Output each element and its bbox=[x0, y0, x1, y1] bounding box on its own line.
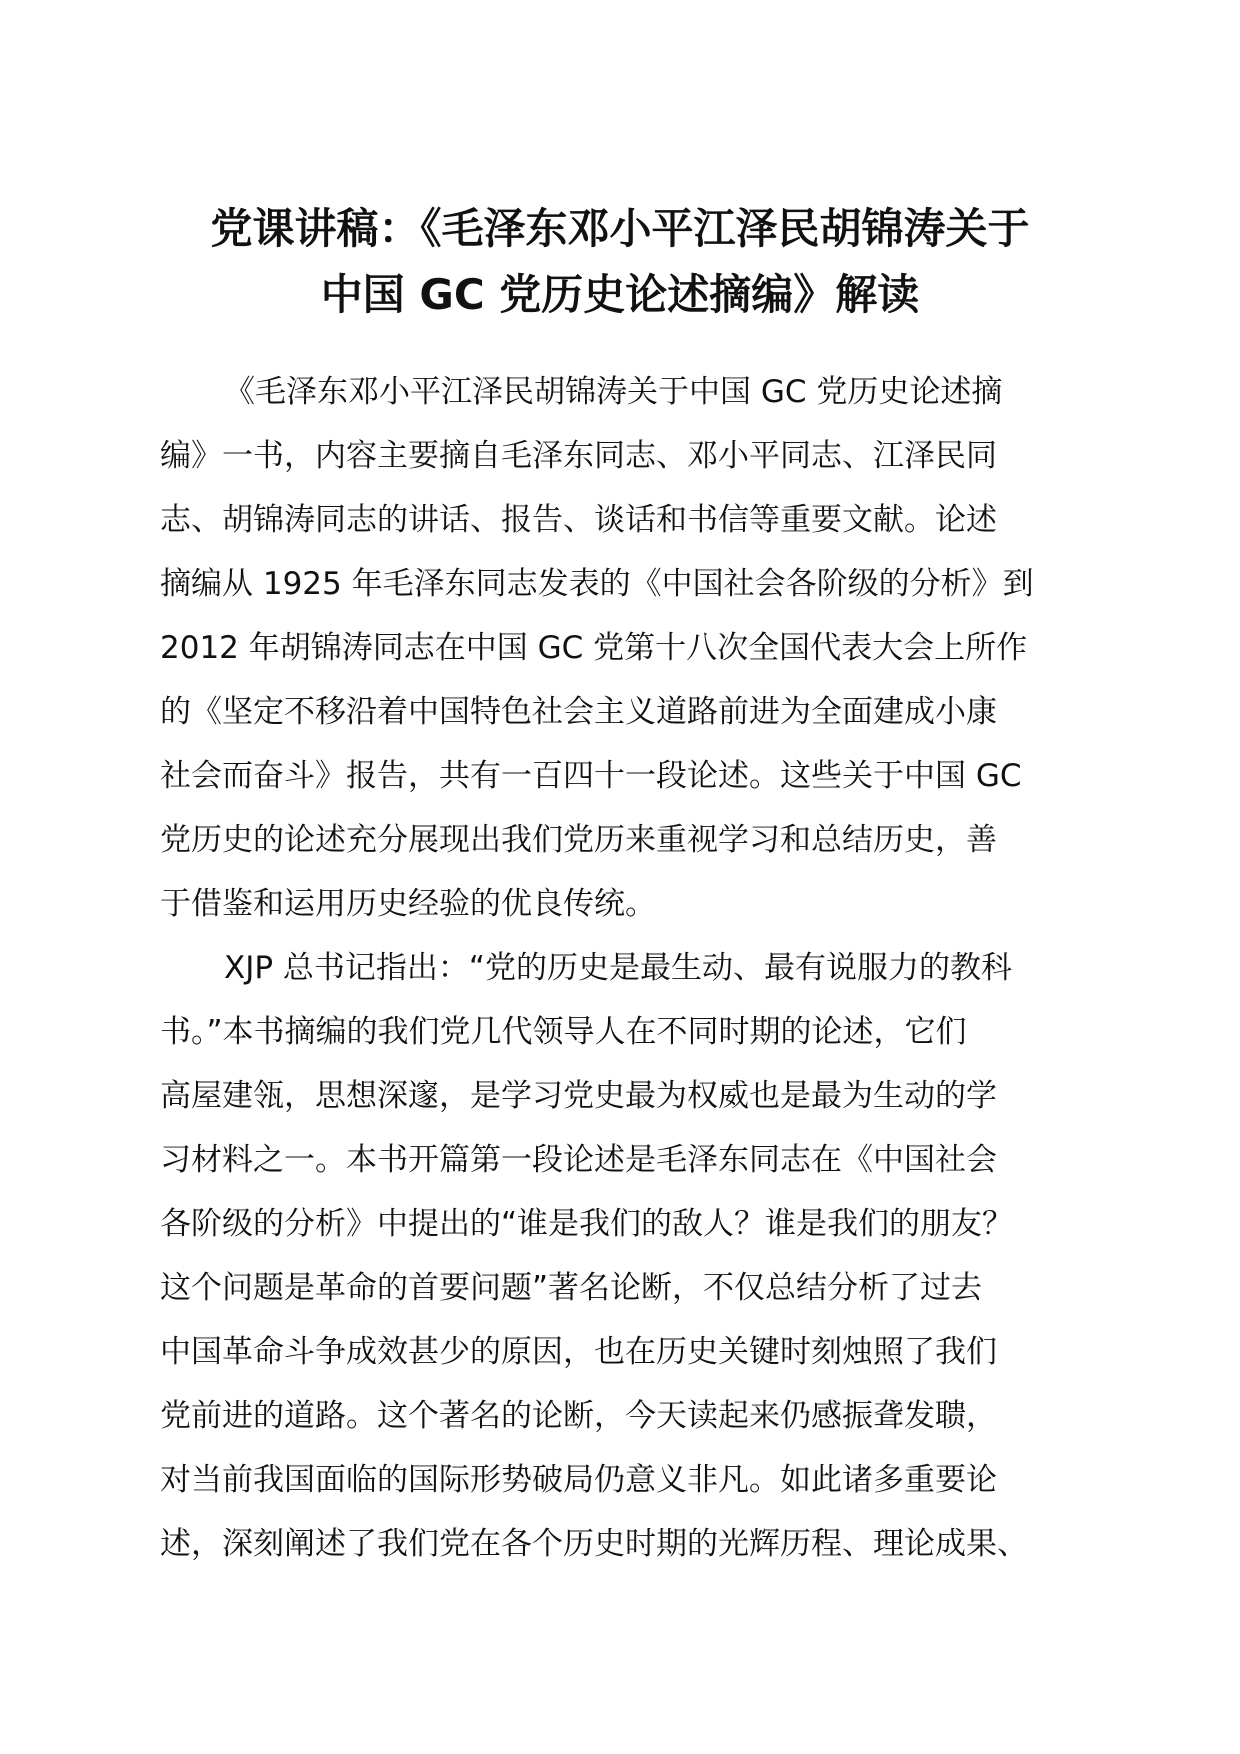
paragraph-line: 党前进的道路。这个著名的论断，今天读起来仍感振聋发聩， bbox=[160, 1398, 997, 1434]
paragraph-line: 党历史的论述充分展现出我们党历来重视学习和总结历史，善 bbox=[160, 822, 997, 858]
paragraph-line: 这个问题是革命的首要问题”著名论断，不仅总结分析了过去 bbox=[160, 1270, 983, 1306]
paragraph-line: 志、胡锦涛同志的讲话、报告、谈话和书信等重要文献。论述 bbox=[160, 502, 997, 538]
paragraph-line: 述，深刻阐述了我们党在各个历史时期的光辉历程、理论成果、 bbox=[160, 1526, 1028, 1562]
paragraph-line: 于借鉴和运用历史经验的优良传统。 bbox=[160, 886, 656, 922]
paragraph-2 bbox=[160, 936, 1110, 1576]
document-body bbox=[160, 360, 1110, 1576]
paragraph-line: 习材料之一。本书开篇第一段论述是毛泽东同志在《中国社会 bbox=[160, 1142, 997, 1178]
title-line-1: 党课讲稿：《毛泽东邓小平江泽民胡锦涛关于 bbox=[210, 204, 1030, 253]
title-line-2: 中国 GC 党历史论述摘编》解读 bbox=[320, 270, 920, 319]
document-title bbox=[150, 196, 1090, 328]
paragraph-line: 社会而奋斗》报告，共有一百四十一段论述。这些关于中国 GC bbox=[160, 758, 1022, 794]
paragraph-line: 的《坚定不移沿着中国特色社会主义道路前进为全面建成小康 bbox=[160, 694, 997, 730]
paragraph-line: 高屋建瓴，思想深邃，是学习党史最为权威也是最为生动的学 bbox=[160, 1078, 997, 1114]
paragraph-line: 中国革命斗争成效甚少的原因，也在历史关键时刻烛照了我们 bbox=[160, 1334, 997, 1370]
paragraph-line: 2012 年胡锦涛同志在中国 GC 党第十八次全国代表大会上所作 bbox=[160, 630, 1028, 666]
paragraph-line: 各阶级的分析》中提出的“谁是我们的敌人？谁是我们的朋友？ bbox=[160, 1206, 1014, 1242]
paragraph-line: XJP 总书记指出：“党的历史是最生动、最有说服力的教科 bbox=[224, 950, 1012, 986]
paragraph-line: 摘编从 1925 年毛泽东同志发表的《中国社会各阶级的分析》到 bbox=[160, 566, 1034, 602]
paragraph-line: 对当前我国面临的国际形势破局仍意义非凡。如此诸多重要论 bbox=[160, 1462, 997, 1498]
paragraph-line: 编》一书，内容主要摘自毛泽东同志、邓小平同志、江泽民同 bbox=[160, 438, 997, 474]
paragraph-line: 《毛泽东邓小平江泽民胡锦涛关于中国 GC 党历史论述摘 bbox=[224, 374, 1003, 410]
paragraph-1 bbox=[160, 360, 1110, 936]
paragraph-line: 书。”本书摘编的我们党几代领导人在不同时期的论述，它们 bbox=[160, 1014, 967, 1050]
